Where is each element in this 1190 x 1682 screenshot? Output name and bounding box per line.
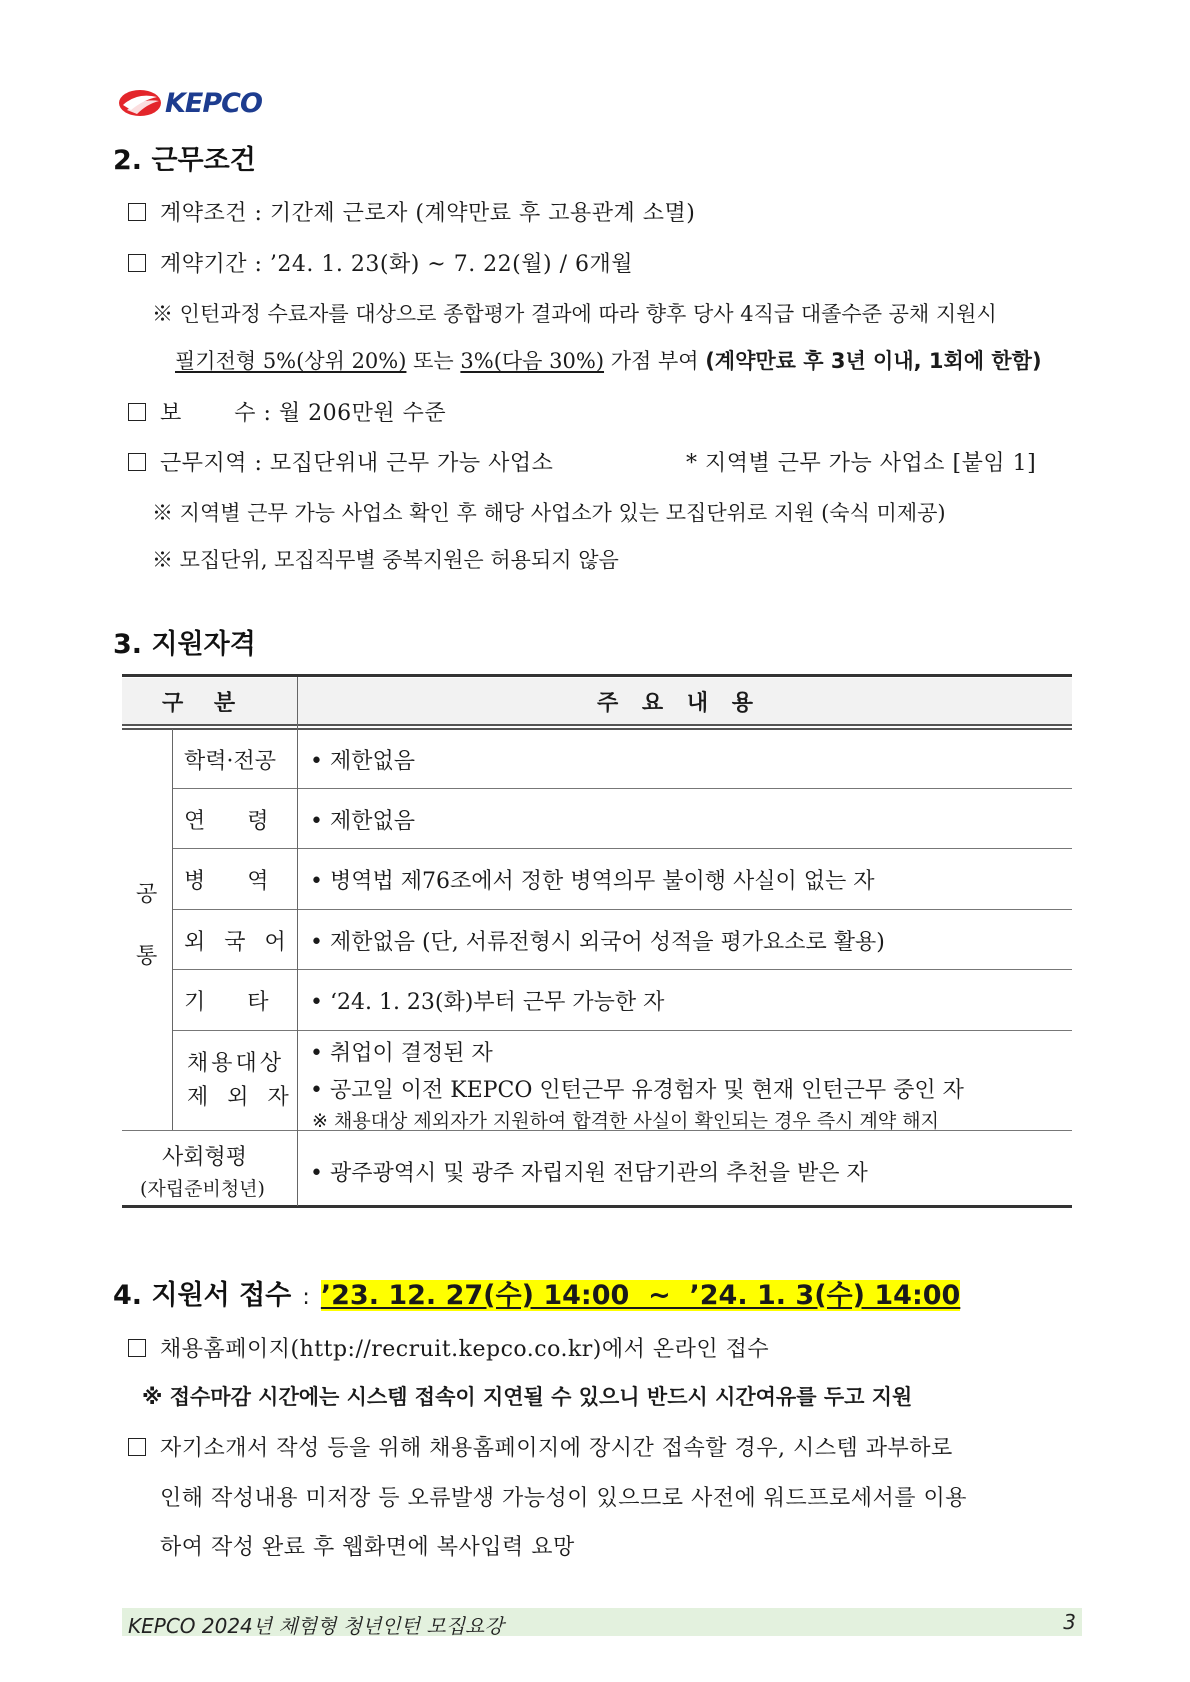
checkbox-square-icon [128, 1438, 146, 1456]
essay-note-line3: 하여 작성 완료 후 웹화면에 복사입력 요망 [160, 1535, 575, 1560]
salary-text: 보 수 : 월 206만원 수준 [160, 401, 447, 426]
row-label-language: 외 국 어 [184, 930, 292, 955]
row-content-excluded-1: • 취업이 결정된 자 [310, 1041, 493, 1066]
page-footer [122, 1608, 1082, 1636]
row-label-other: 기 타 [184, 990, 269, 1015]
group-label-common-2: 통 [136, 944, 158, 969]
checkbox-square-icon [128, 254, 146, 272]
row-content-language: • 제한없음 (단, 서류전형시 외국어 성적을 평가요소로 활용) [310, 930, 885, 955]
bonus-or-text: 또는 [406, 349, 461, 373]
row-content-excluded-2: • 공고일 이전 KEPCO 인턴근무 유경험자 및 현재 인턴근무 중인 자 [310, 1078, 964, 1103]
kepco-logo [117, 86, 262, 120]
essay-note-line2: 인해 작성내용 미저장 등 오류발생 가능성이 있으므로 사전에 워드프로세서를 이용 [160, 1486, 968, 1511]
intern-bonus-note-line2 [175, 345, 1042, 375]
row-label-excluded-2: 제 외 자 [187, 1085, 295, 1110]
row-label-social-1: 사회형평 [162, 1145, 248, 1170]
section3-title: 3. 지원자격 [113, 629, 256, 660]
section4-heading [113, 1273, 960, 1312]
section4-colon: : [302, 1285, 310, 1310]
salary-item [128, 396, 446, 427]
contract-period-text: 계약기간 : ’24. 1. 23(화) ~ 7. 22(월) / 6개월 [160, 252, 633, 277]
row-content-other: • ‘24. 1. 23(화)부터 근무 가능한 자 [310, 990, 665, 1015]
section2-title: 2. 근무조건 [113, 145, 256, 176]
table-header-category: 구 분 [162, 691, 236, 716]
row-content-excluded-note: ※ 채용대상 제외자가 지원하여 합격한 사실이 확인되는 경우 즉시 계약 해지 [312, 1110, 939, 1132]
application-period: ’23. 12. 27(수) 14:00 ~ ’24. 1. 3(수) 14:00 [320, 1280, 961, 1311]
section4-title: 4. 지원서 접수 [113, 1280, 292, 1311]
bonus-written-5pct: 필기전형 5%(상위 20%) [175, 349, 407, 373]
deadline-warning: ※ 접수마감 시간에는 시스템 접속이 지연될 수 있으니 반드시 시간여유를 두고 지원 [142, 1385, 913, 1409]
location-text: 근무지역 : 모집단위내 근무 가능 사업소 [160, 451, 554, 476]
table-header-content: 주 요 내 용 [597, 691, 761, 716]
location-ref: * 지역별 근무 가능 사업소 [붙임 1] [686, 451, 1037, 476]
bonus-tail-text: 가점 부여 [604, 349, 706, 373]
checkbox-square-icon [128, 1339, 146, 1357]
kepco-logo-text: KEPCO [165, 87, 262, 119]
duplicate-note: ※ 모집단위, 모집직무별 중복지원은 허용되지 않음 [152, 548, 619, 572]
group-label-common-1: 공 [136, 882, 158, 907]
row-label-military: 병 역 [184, 869, 269, 894]
online-apply-text: 채용홈페이지(http://recruit.kepco.co.kr)에서 온라인 접수 [160, 1337, 770, 1362]
row-content-military: • 병역법 제76조에서 정한 병역의무 불이행 사실이 없는 자 [310, 869, 875, 894]
bonus-condition-bold: (계약만료 후 3년 이내, 1회에 한함) [705, 349, 1042, 373]
checkbox-square-icon [128, 453, 146, 471]
intern-bonus-note-line1: ※ 인턴과정 수료자를 대상으로 종합평가 결과에 따라 향후 당사 4직급 대졸수준 공채 지원시 [152, 302, 997, 326]
row-label-social-2: (자립준비청년) [140, 1178, 265, 1200]
row-content-education: • 제한없음 [310, 749, 415, 774]
bonus-written-3pct: 3%(다음 30%) [460, 349, 605, 373]
location-note: ※ 지역별 근무 가능 사업소 확인 후 해당 사업소가 있는 모집단위로 지원 (숙식 미제공) [152, 501, 946, 525]
online-apply-item [128, 1332, 769, 1363]
essay-note-line1: 자기소개서 작성 등을 위해 채용홈페이지에 장시간 접속할 경우, 시스템 과부하로 [160, 1436, 953, 1461]
row-label-age: 연 령 [184, 809, 269, 834]
page-number: 3 [1063, 1610, 1076, 1634]
row-content-age: • 제한없음 [310, 809, 415, 834]
essay-note-item [128, 1431, 953, 1462]
contract-period-item [128, 247, 633, 278]
checkbox-square-icon [128, 203, 146, 221]
kepco-logo-mark-icon [117, 88, 163, 118]
row-label-excluded-1: 채용대상 [187, 1051, 285, 1076]
footer-title: KEPCO 2024년 체험형 청년인턴 모집요강 [128, 1614, 504, 1638]
row-content-social: • 광주광역시 및 광주 자립지원 전담기관의 추천을 받은 자 [310, 1161, 868, 1186]
checkbox-square-icon [128, 403, 146, 421]
location-item [128, 446, 553, 477]
qualification-table [122, 674, 1072, 1214]
contract-type-item [128, 196, 695, 227]
contract-type-text: 계약조건 : 기간제 근로자 (계약만료 후 고용관계 소멸) [160, 201, 696, 226]
row-label-education: 학력·전공 [184, 749, 277, 774]
